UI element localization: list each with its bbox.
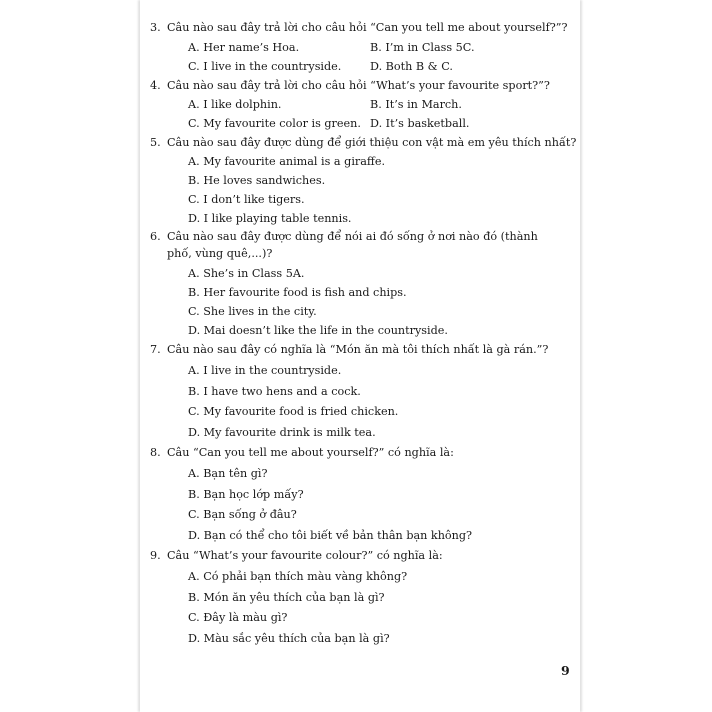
question-6 [150,228,585,264]
option: A. I live in the countryside. [188,364,342,377]
options-9 [188,567,585,649]
question-text: Câu nào sau đây được dùng để giới thiệu con vật mà em yêu thích nhất? [167,136,577,149]
option: D. It’s basketball. [370,117,470,130]
option: A. Her name’s Hoa. [188,41,300,54]
question-7 [150,340,585,361]
option: D. My favourite drink is milk tea. [188,425,376,439]
question-text: Câu nào sau đây trả lời cho câu hỏi “What’s your favourite sport?”? [167,79,550,92]
question-5 [150,133,585,152]
option: B. It’s in March. [370,98,462,111]
question-8 [150,443,585,464]
options-8 [188,464,585,546]
option: A. My favourite animal is a giraffe. [188,155,386,168]
options-7 [188,361,585,443]
option: C. Đây là màu gì? [188,611,288,624]
question-number: 3. [150,21,161,34]
option: C. I live in the countryside. [188,60,342,73]
page-number: 9 [561,663,570,678]
question-number: 7. [150,343,161,356]
option: C. She lives in the city. [188,305,317,318]
option: D. I like playing table tennis. [188,212,352,225]
options-5 [188,152,585,228]
options-4 [188,95,585,133]
question-text: Câu nào sau đây trả lời cho câu hỏi “Can you tell me about yourself?”? [167,21,568,34]
option: C. I don’t like tigers. [188,193,305,206]
option: C. My favourite food is fried chicken. [188,405,399,418]
option: C. My favourite color is green. [188,117,361,130]
question-number: 8. [150,446,161,459]
option: B. He loves sandwiches. [188,174,326,187]
option: D. Both B & C. [370,60,453,73]
options-6 [188,264,585,340]
option: B. Món ăn yêu thích của bạn là gì? [188,590,385,604]
option: A. She’s in Class 5A. [188,267,305,280]
question-list [150,18,585,649]
option: A. Bạn tên gì? [188,467,268,480]
question-number: 4. [150,79,161,92]
question-number: 5. [150,136,161,149]
question-text: Câu “Can you tell me about yourself?” có nghĩa là: [167,446,454,459]
question-9 [150,546,585,567]
option: A. Có phải bạn thích màu vàng không? [188,570,408,583]
option: B. Her favourite food is fish and chips. [188,286,407,299]
question-text: Câu “What’s your favourite colour?” có nghĩa là: [167,549,443,562]
option: A. I like dolphin. [188,98,282,111]
question-3 [150,18,585,37]
option: D. Màu sắc yêu thích của bạn là gì? [188,631,390,645]
option: B. I’m in Class 5C. [370,41,475,54]
question-number: 9. [150,549,161,562]
question-text: Câu nào sau đây có nghĩa là “Món ăn mà tôi thích nhất là gà rán.”? [167,343,549,356]
option: D. Bạn có thể cho tôi biết về bản thân bạn không? [188,528,472,542]
options-3 [188,38,585,76]
option: B. I have two hens and a cock. [188,384,361,398]
option: D. Mai doesn’t like the life in the countryside. [188,324,448,337]
question-4 [150,76,585,95]
question-text: Câu nào sau đây được dùng để nói ai đó sống ở nơi nào đó (thành phố, vùng quê,...)? [167,230,538,260]
question-number: 6. [150,230,161,243]
option: B. Bạn học lớp mấy? [188,487,304,501]
option: C. Bạn sống ở đâu? [188,508,297,521]
